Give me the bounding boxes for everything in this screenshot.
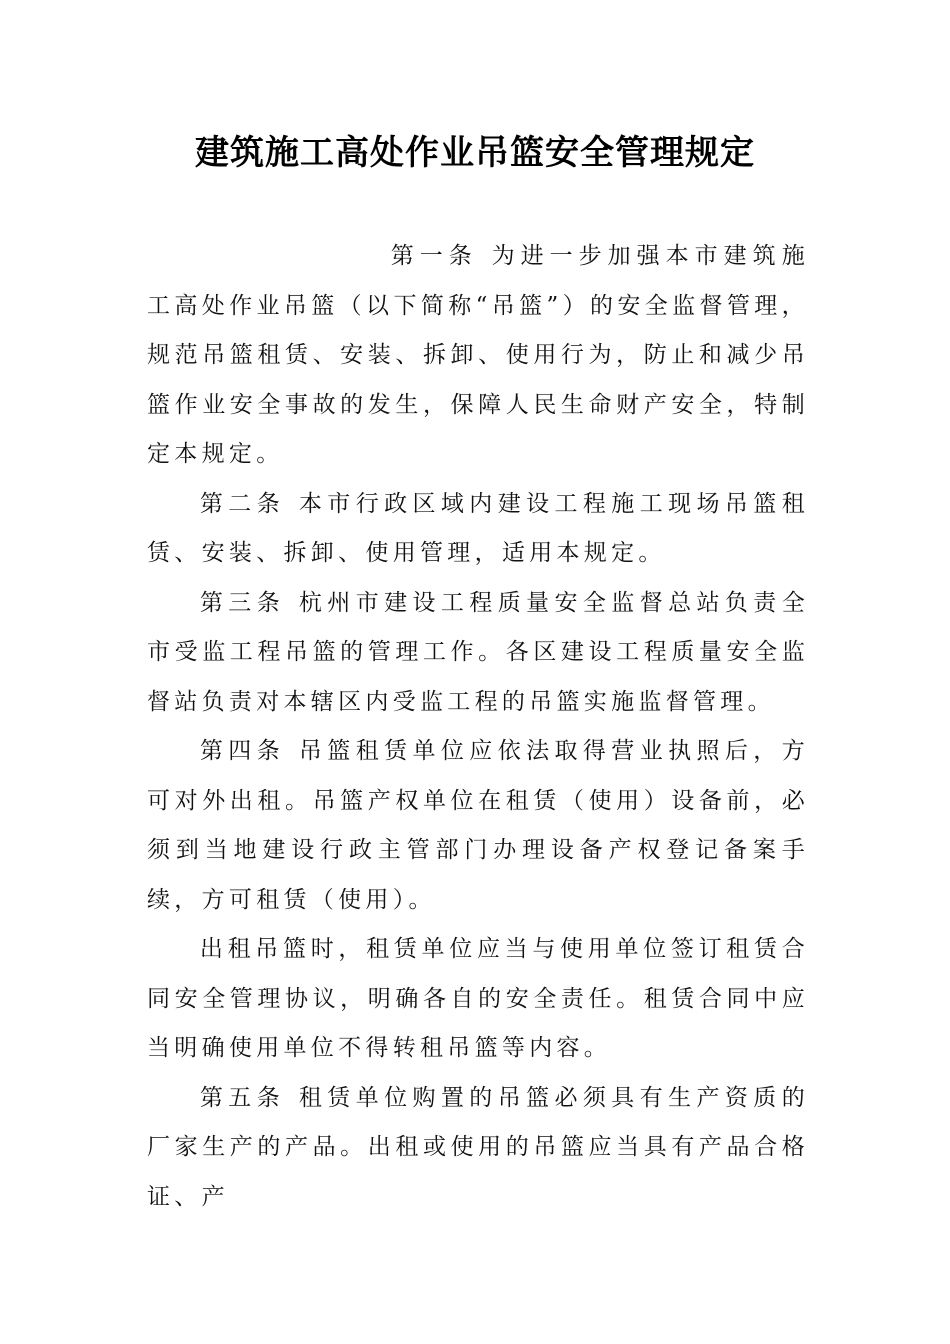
article-text: 杭州市建设工程质量安全监督总站负责全市受监工程吊篮的管理工作。各区建设工程质量安全监督站负责对本辖区内受监工程的吊篮实施监督管理。 <box>147 589 809 715</box>
article-number: 第三条 <box>199 589 286 616</box>
article-5-paragraph <box>147 1074 809 1223</box>
article-number: 第四条 <box>199 738 286 764</box>
article-text: 为进一步加强本市建筑施工高处作业吊篮（以下简称“吊篮”）的安全监督管理，规范吊篮租赁、安装、拆卸、使用行为，防止和减少吊篮作业安全事故的发生，保障人民生命财产安全，特制定本规定。 <box>147 243 809 467</box>
article-text: 吊篮租赁单位应依法取得营业执照后，方可对外出租。吊篮产权单位在租赁（使用）设备前，必须到当地建设行政主管部门办理设备产权登记备案手续，方可租赁（使用）。 <box>147 738 809 913</box>
article-text: 租赁单位购置的吊篮必须具有生产资质的厂家生产的产品。出租或使用的吊篮应当具有产品合格证、产 <box>147 1084 809 1210</box>
article-number: 第一条 <box>390 243 478 269</box>
article-text: 本市行政区域内建设工程施工现场吊篮租赁、安装、拆卸、使用管理，适用本规定。 <box>147 490 809 566</box>
article-number: 第二条 <box>199 490 286 517</box>
document-body <box>147 232 809 1222</box>
article-4-paragraph <box>147 727 809 925</box>
article-3-paragraph <box>147 579 809 728</box>
article-4-continuation-paragraph <box>147 925 809 1074</box>
page-title: 建筑施工高处作业吊篮安全管理规定 <box>195 133 755 173</box>
article-2-paragraph <box>147 480 809 579</box>
article-number: 第五条 <box>199 1084 286 1111</box>
article-1-paragraph <box>147 232 809 480</box>
article-text: 出租吊篮时，租赁单位应当与使用单位签订租赁合同安全管理协议，明确各自的安全责任。租赁合同中应当明确使用单位不得转租吊篮等内容。 <box>147 936 809 1061</box>
